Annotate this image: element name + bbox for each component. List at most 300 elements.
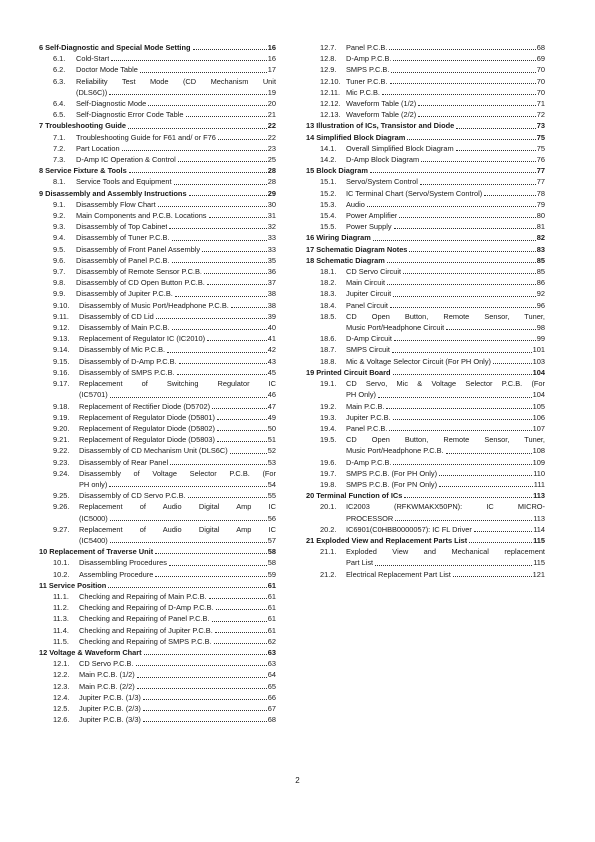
entry-number: 9.12. <box>53 323 70 333</box>
toc-entry[interactable] <box>39 221 276 232</box>
dot-leader <box>122 150 267 151</box>
entry-title: Mic & Voltage Selector Circuit (For PH Only) <box>346 356 491 366</box>
entry-page: 92 <box>536 289 545 299</box>
dot-leader <box>209 217 267 218</box>
entry-title: Schematic Diagram Notes <box>316 244 408 254</box>
toc-section[interactable] <box>39 188 276 199</box>
toc-entry[interactable] <box>306 546 545 568</box>
entry-number: 9.3. <box>53 222 66 232</box>
toc-entry[interactable] <box>306 64 545 75</box>
toc-entry[interactable] <box>39 524 276 546</box>
entry-title: Replacement of Traverse Unit <box>49 547 154 557</box>
entry-title: Disassembly of SMPS P.C.B. <box>79 367 175 377</box>
entry-number: 19 <box>306 367 315 377</box>
dot-leader <box>390 83 536 84</box>
toc-entry[interactable] <box>306 266 545 277</box>
entry-page: 38 <box>267 300 276 310</box>
entry-page: 105 <box>532 401 545 411</box>
entry-title: D-Amp Circuit <box>346 334 392 344</box>
toc-entry[interactable] <box>39 591 276 602</box>
entry-number: 15 <box>306 166 315 176</box>
entry-page: 113 <box>533 491 545 501</box>
entry-number: 19.5. <box>320 435 337 445</box>
entry-title: Waveform Table (1/2) <box>346 99 417 109</box>
entry-number: 12.8. <box>320 54 337 64</box>
entry-number: 7.1. <box>53 132 66 142</box>
toc-section[interactable] <box>39 165 276 176</box>
entry-title: Disassembly Flow Chart <box>76 199 156 209</box>
toc-entry[interactable] <box>39 602 276 613</box>
entry-page: 70 <box>536 65 545 75</box>
entry-title: Troubleshooting Guide for F61 and/ or F76 <box>76 132 216 142</box>
entry-page: 80 <box>536 211 545 221</box>
entry-page: 45 <box>267 367 276 377</box>
toc-section[interactable] <box>306 165 545 176</box>
entry-title-line1: Reliability Test Mode (CD Mechanism Unit <box>76 76 276 86</box>
dot-leader <box>418 105 536 106</box>
dot-leader <box>453 576 532 577</box>
entry-page: 23 <box>267 143 276 153</box>
entry-number: 9.11. <box>53 311 69 321</box>
toc-entry[interactable] <box>39 569 276 580</box>
entry-number: 7 <box>39 121 44 131</box>
entry-title: Replacement of Rectifier Diode (D5702) <box>79 401 211 411</box>
entry-page: 51 <box>267 435 276 445</box>
toc-entry[interactable] <box>306 434 545 456</box>
entry-number: 19.3. <box>320 412 337 422</box>
toc-entry[interactable] <box>39 176 276 187</box>
dot-leader <box>404 497 532 498</box>
toc-entry[interactable] <box>306 378 545 400</box>
entry-page: 110 <box>533 468 545 478</box>
entry-page: 104 <box>532 367 545 377</box>
dot-leader <box>179 363 267 364</box>
toc-entry[interactable] <box>306 311 545 333</box>
toc-entry[interactable] <box>306 288 545 299</box>
entry-page: 22 <box>267 121 276 131</box>
entry-number: 12.2. <box>53 670 70 680</box>
entry-title: Exploded View and Replacement Parts List <box>316 535 468 545</box>
toc-section[interactable] <box>306 232 545 243</box>
entry-title-line1: CD Servo, Mic & Voltage Selector P.C.B. (For <box>346 379 545 389</box>
entry-page: 68 <box>267 715 276 725</box>
toc-section[interactable] <box>39 120 276 131</box>
entry-number: 10.2. <box>53 569 70 579</box>
dot-leader <box>421 161 536 162</box>
toc-entry[interactable] <box>306 412 545 423</box>
toc-entry[interactable] <box>39 367 276 378</box>
toc-entry[interactable] <box>306 210 545 221</box>
toc-entry[interactable] <box>39 423 276 434</box>
entry-page: 61 <box>267 591 276 601</box>
dot-leader <box>207 284 267 285</box>
toc-entry[interactable] <box>39 378 276 400</box>
dot-leader <box>387 262 536 263</box>
entry-page: 78 <box>536 188 545 198</box>
toc-entry[interactable] <box>306 300 545 311</box>
entry-title: Disassembly of CD Lid <box>79 311 154 321</box>
toc-entry[interactable] <box>306 333 545 344</box>
entry-page: 68 <box>536 43 545 52</box>
toc-entry[interactable] <box>306 501 545 523</box>
entry-page: 58 <box>267 547 276 557</box>
dot-leader <box>212 408 267 409</box>
dot-leader <box>202 251 267 252</box>
entry-number: 6.3. <box>53 76 66 86</box>
entry-page: 101 <box>532 345 545 355</box>
toc-entry[interactable] <box>39 490 276 501</box>
entry-title: Main P.C.B. (2/2) <box>79 681 135 691</box>
entry-title: CD Servo Circuit <box>346 267 402 277</box>
dot-leader <box>439 475 532 476</box>
entry-body <box>76 76 276 98</box>
dot-leader <box>128 128 267 129</box>
dot-leader <box>177 374 267 375</box>
toc-entry[interactable] <box>39 344 276 355</box>
dot-leader <box>484 195 536 196</box>
toc-entry[interactable] <box>306 423 545 434</box>
entry-number: 12.4. <box>53 692 70 702</box>
entry-number: 9 <box>39 188 44 198</box>
entry-number: 15.1. <box>320 177 337 187</box>
entry-title-line2-row <box>346 513 545 524</box>
entry-page: 86 <box>536 278 545 288</box>
dot-leader <box>446 329 536 330</box>
dot-leader <box>403 273 536 274</box>
entry-title: Disassembly of CD Servo P.C.B. <box>79 491 186 501</box>
toc-section[interactable] <box>39 580 276 591</box>
dot-leader <box>370 172 536 173</box>
toc-entry[interactable] <box>39 76 276 98</box>
dot-leader <box>167 352 267 353</box>
dot-leader <box>214 643 267 644</box>
entry-title: Doctor Mode Table <box>76 65 138 75</box>
toc-entry[interactable] <box>39 232 276 243</box>
entry-page: 115 <box>533 558 545 568</box>
dot-leader <box>389 49 535 50</box>
entry-title: Assembling Procedure <box>79 569 154 579</box>
entry-title: Schematic Diagram <box>316 255 385 265</box>
entry-number: 9.4. <box>53 233 66 243</box>
entry-body <box>346 378 545 400</box>
toc-entry[interactable] <box>39 669 276 680</box>
entry-page: 63 <box>267 659 276 669</box>
entry-title: IC6901(C0HBB0000057): IC FL Driver <box>346 524 472 534</box>
toc-entry[interactable] <box>39 636 276 647</box>
dot-leader <box>230 453 267 454</box>
entry-title-line2-row <box>346 557 545 568</box>
toc-entry[interactable] <box>306 76 545 87</box>
entry-page: 30 <box>267 199 276 209</box>
dot-leader <box>188 497 267 498</box>
entry-title: Disassembly of CD Open Button P.C.B. <box>76 278 205 288</box>
entry-title: SMPS Circuit <box>346 345 390 355</box>
entry-title: Overall Simplified Block Diagram <box>346 143 454 153</box>
toc-entry[interactable] <box>39 613 276 624</box>
toc-section[interactable] <box>39 42 276 53</box>
toc-entry[interactable] <box>39 445 276 456</box>
entry-title: Panel P.C.B. <box>346 423 388 433</box>
entry-title: Disassembly of Jupiter P.C.B. <box>76 289 173 299</box>
entry-number: 11.1. <box>53 591 69 601</box>
entry-page: 63 <box>267 647 276 657</box>
entry-title: SMPS P.C.B. (For PH Only) <box>346 468 438 478</box>
toc-entry[interactable] <box>39 132 276 143</box>
toc-entry[interactable] <box>39 210 276 221</box>
entry-number: 12.7. <box>320 43 337 52</box>
entry-page: 16 <box>267 43 276 52</box>
toc-entry[interactable] <box>39 199 276 210</box>
toc-section[interactable] <box>306 367 545 378</box>
toc-entry[interactable] <box>39 300 276 311</box>
toc-entry[interactable] <box>39 255 276 266</box>
entry-number: 9.26. <box>53 502 70 512</box>
entry-number: 15.4. <box>320 211 337 221</box>
dot-leader <box>137 677 267 678</box>
entry-number: 9.18. <box>53 401 70 411</box>
toc-entry[interactable] <box>306 199 545 210</box>
toc-entry[interactable] <box>306 42 545 53</box>
entry-number: 11.4. <box>53 625 69 635</box>
toc-entry[interactable] <box>39 244 276 255</box>
toc-entry[interactable] <box>39 311 276 322</box>
toc-entry[interactable] <box>306 143 545 154</box>
entry-page: 28 <box>267 166 276 176</box>
entry-page: 77 <box>536 166 545 176</box>
entry-number: 14 <box>306 132 315 142</box>
entry-page: 104 <box>532 390 545 400</box>
toc-entry[interactable] <box>39 557 276 568</box>
toc-section[interactable] <box>306 490 545 501</box>
entry-page: 62 <box>267 636 276 646</box>
entry-page: 57 <box>267 535 276 545</box>
entry-number: 19.7. <box>320 468 337 478</box>
toc-entry[interactable] <box>39 681 276 692</box>
entry-number: 18.2. <box>320 278 337 288</box>
entry-page: 61 <box>267 603 276 613</box>
toc-entry[interactable] <box>306 457 545 468</box>
dot-leader <box>156 318 267 319</box>
entry-title: Jupiter P.C.B. (3/3) <box>79 715 141 725</box>
entry-title: Service Position <box>48 580 107 590</box>
entry-title-line2: (IC5400) <box>79 535 108 545</box>
toc-section[interactable] <box>306 120 545 131</box>
dot-leader <box>373 240 536 241</box>
toc-column-right <box>306 42 545 580</box>
entry-title: Voltage & Waveform Chart <box>49 647 142 657</box>
dot-leader <box>393 60 535 61</box>
entry-number: 20.1. <box>320 502 337 512</box>
toc-entry[interactable] <box>306 468 545 479</box>
toc-entry[interactable] <box>39 625 276 636</box>
toc-entry[interactable] <box>39 64 276 75</box>
entry-title: SMPS P.C.B. <box>346 65 390 75</box>
entry-title: Disassembly of D-Amp P.C.B. <box>79 356 177 366</box>
entry-title: Main P.C.B. <box>346 401 385 411</box>
toc-entry[interactable] <box>306 344 545 355</box>
toc-section[interactable] <box>39 647 276 658</box>
entry-number: 9.25. <box>53 491 70 501</box>
toc-entry[interactable] <box>39 412 276 423</box>
toc-entry[interactable] <box>306 401 545 412</box>
entry-page: 121 <box>532 569 545 579</box>
dot-leader <box>158 206 267 207</box>
dot-leader <box>108 587 266 588</box>
toc-entry[interactable] <box>306 277 545 288</box>
entry-number: 11.2. <box>53 603 69 613</box>
entry-page: 31 <box>267 211 276 221</box>
toc-entry[interactable] <box>306 53 545 64</box>
entry-number: 12.12. <box>320 99 341 109</box>
entry-title: Main Circuit <box>346 278 386 288</box>
toc-entry[interactable] <box>39 401 276 412</box>
entry-title: Disassembly of Music Port/Headphone P.C.B. <box>79 300 229 310</box>
entry-page: 82 <box>536 233 545 243</box>
entry-page: 59 <box>267 569 276 579</box>
entry-page: 33 <box>267 244 276 254</box>
entry-page: 42 <box>267 345 276 355</box>
entry-title: Cold-Start <box>76 54 110 64</box>
toc-entry[interactable] <box>39 266 276 277</box>
entry-page: 61 <box>267 580 276 590</box>
entry-number: 9.1. <box>53 199 66 209</box>
toc-entry[interactable] <box>39 53 276 64</box>
toc-entry[interactable] <box>306 524 545 535</box>
toc-entry[interactable] <box>39 658 276 669</box>
dot-leader <box>140 72 267 73</box>
toc-section[interactable] <box>306 244 545 255</box>
entry-title: Checking and Repairing of SMPS P.C.B. <box>79 636 212 646</box>
entry-title: Printed Circuit Board <box>316 367 391 377</box>
entry-title: Disassembling Procedures <box>79 558 167 568</box>
toc-section[interactable] <box>306 255 545 266</box>
entry-title: Power Amplifier <box>346 211 398 221</box>
toc-entry[interactable] <box>39 288 276 299</box>
dot-leader <box>386 408 531 409</box>
toc-entry[interactable] <box>39 109 276 120</box>
dot-leader <box>170 464 267 465</box>
entry-number: 14.2. <box>320 155 337 165</box>
dot-leader <box>186 116 267 117</box>
entry-number: 9.19. <box>53 412 70 422</box>
entry-page: 41 <box>267 334 276 344</box>
entry-title: Wiring Diagram <box>316 233 371 243</box>
toc-column-left <box>39 42 276 725</box>
toc-section[interactable] <box>306 535 545 546</box>
entry-title: Main Components and P.C.B. Locations <box>76 211 207 221</box>
entry-page: 17 <box>267 65 276 75</box>
toc-entry[interactable] <box>306 569 545 580</box>
entry-page: 75 <box>536 143 545 153</box>
entry-number: 9.24. <box>53 468 70 478</box>
toc-entry[interactable] <box>39 322 276 333</box>
toc-entry[interactable] <box>39 143 276 154</box>
entry-page: 61 <box>267 625 276 635</box>
entry-number: 18.4. <box>320 300 337 310</box>
entry-title: Disassembly of CD Mechanism Unit (DLS6C) <box>79 446 228 456</box>
entry-title: Checking and Repairing of Panel P.C.B. <box>79 614 210 624</box>
entry-number: 9.6. <box>53 255 66 265</box>
toc-entry[interactable] <box>39 277 276 288</box>
dot-leader <box>172 240 267 241</box>
entry-page: 20 <box>267 99 276 109</box>
entry-title: Disassembly of Top Cabinet <box>76 222 168 232</box>
toc-entry[interactable] <box>39 703 276 714</box>
dot-leader <box>215 632 267 633</box>
entry-title: Replacement of Regulator Diode (D5802) <box>79 423 215 433</box>
entry-number: 6 <box>39 43 44 52</box>
entry-title: Panel Circuit <box>346 300 388 310</box>
toc-entry[interactable] <box>39 468 276 490</box>
entry-number: 12 <box>39 647 48 657</box>
entry-page: 46 <box>267 390 276 400</box>
entry-page: 83 <box>536 244 545 254</box>
toc-section[interactable] <box>306 132 545 143</box>
toc-entry[interactable] <box>306 188 545 199</box>
toc-entry[interactable] <box>39 98 276 109</box>
entry-title-line2: (IC5000) <box>79 513 108 523</box>
dot-leader <box>143 721 267 722</box>
toc-entry[interactable] <box>39 356 276 367</box>
toc-entry[interactable] <box>306 356 545 367</box>
entry-number: 9.10. <box>53 300 70 310</box>
entry-page: 25 <box>267 155 276 165</box>
entry-title-line2: PH Only) <box>346 390 376 400</box>
toc-section[interactable] <box>39 546 276 557</box>
entry-title: CD Servo P.C.B. <box>79 659 134 669</box>
toc-entry[interactable] <box>306 479 545 490</box>
entry-title-line1: Replacement of Switching Regulator IC <box>79 379 276 389</box>
toc-entry[interactable] <box>39 692 276 703</box>
entry-title: D-Amp Block Diagram <box>346 155 420 165</box>
dot-leader <box>204 273 267 274</box>
toc-entry[interactable] <box>306 154 545 165</box>
entry-page: 66 <box>267 692 276 702</box>
toc-entry[interactable] <box>39 434 276 445</box>
entry-title-line2: PROCESSOR <box>346 513 394 523</box>
toc-entry[interactable] <box>306 176 545 187</box>
page-number: 2 <box>295 776 300 785</box>
entry-title-line2: (DLS6C)) <box>76 87 108 97</box>
dot-leader <box>231 307 267 308</box>
entry-page: 70 <box>536 87 545 97</box>
dot-leader <box>129 172 267 173</box>
entry-title-line2: Music Port/Headphone Circuit <box>346 323 445 333</box>
entry-number: 19.4. <box>320 423 337 433</box>
entry-page: 38 <box>267 289 276 299</box>
entry-number: 14.1. <box>320 143 337 153</box>
toc-entry[interactable] <box>306 98 545 109</box>
toc-entry[interactable] <box>306 87 545 98</box>
toc-entry[interactable] <box>39 714 276 725</box>
entry-number: 7.3. <box>53 155 66 165</box>
toc-entry[interactable] <box>39 154 276 165</box>
entry-page: 77 <box>536 177 545 187</box>
entry-number: 9.15. <box>53 356 70 366</box>
entry-title: Replacement of Regulator Diode (D5801) <box>79 412 215 422</box>
dot-leader <box>169 565 267 566</box>
entry-page: 58 <box>267 558 276 568</box>
toc-entry[interactable] <box>306 109 545 120</box>
toc-entry[interactable] <box>306 221 545 232</box>
dot-leader <box>387 284 536 285</box>
entry-number: 21.2. <box>320 569 337 579</box>
toc-entry[interactable] <box>39 501 276 523</box>
entry-number: 18.7. <box>320 345 337 355</box>
entry-number: 6.2. <box>53 65 66 75</box>
toc-entry[interactable] <box>39 457 276 468</box>
toc-entry[interactable] <box>39 333 276 344</box>
